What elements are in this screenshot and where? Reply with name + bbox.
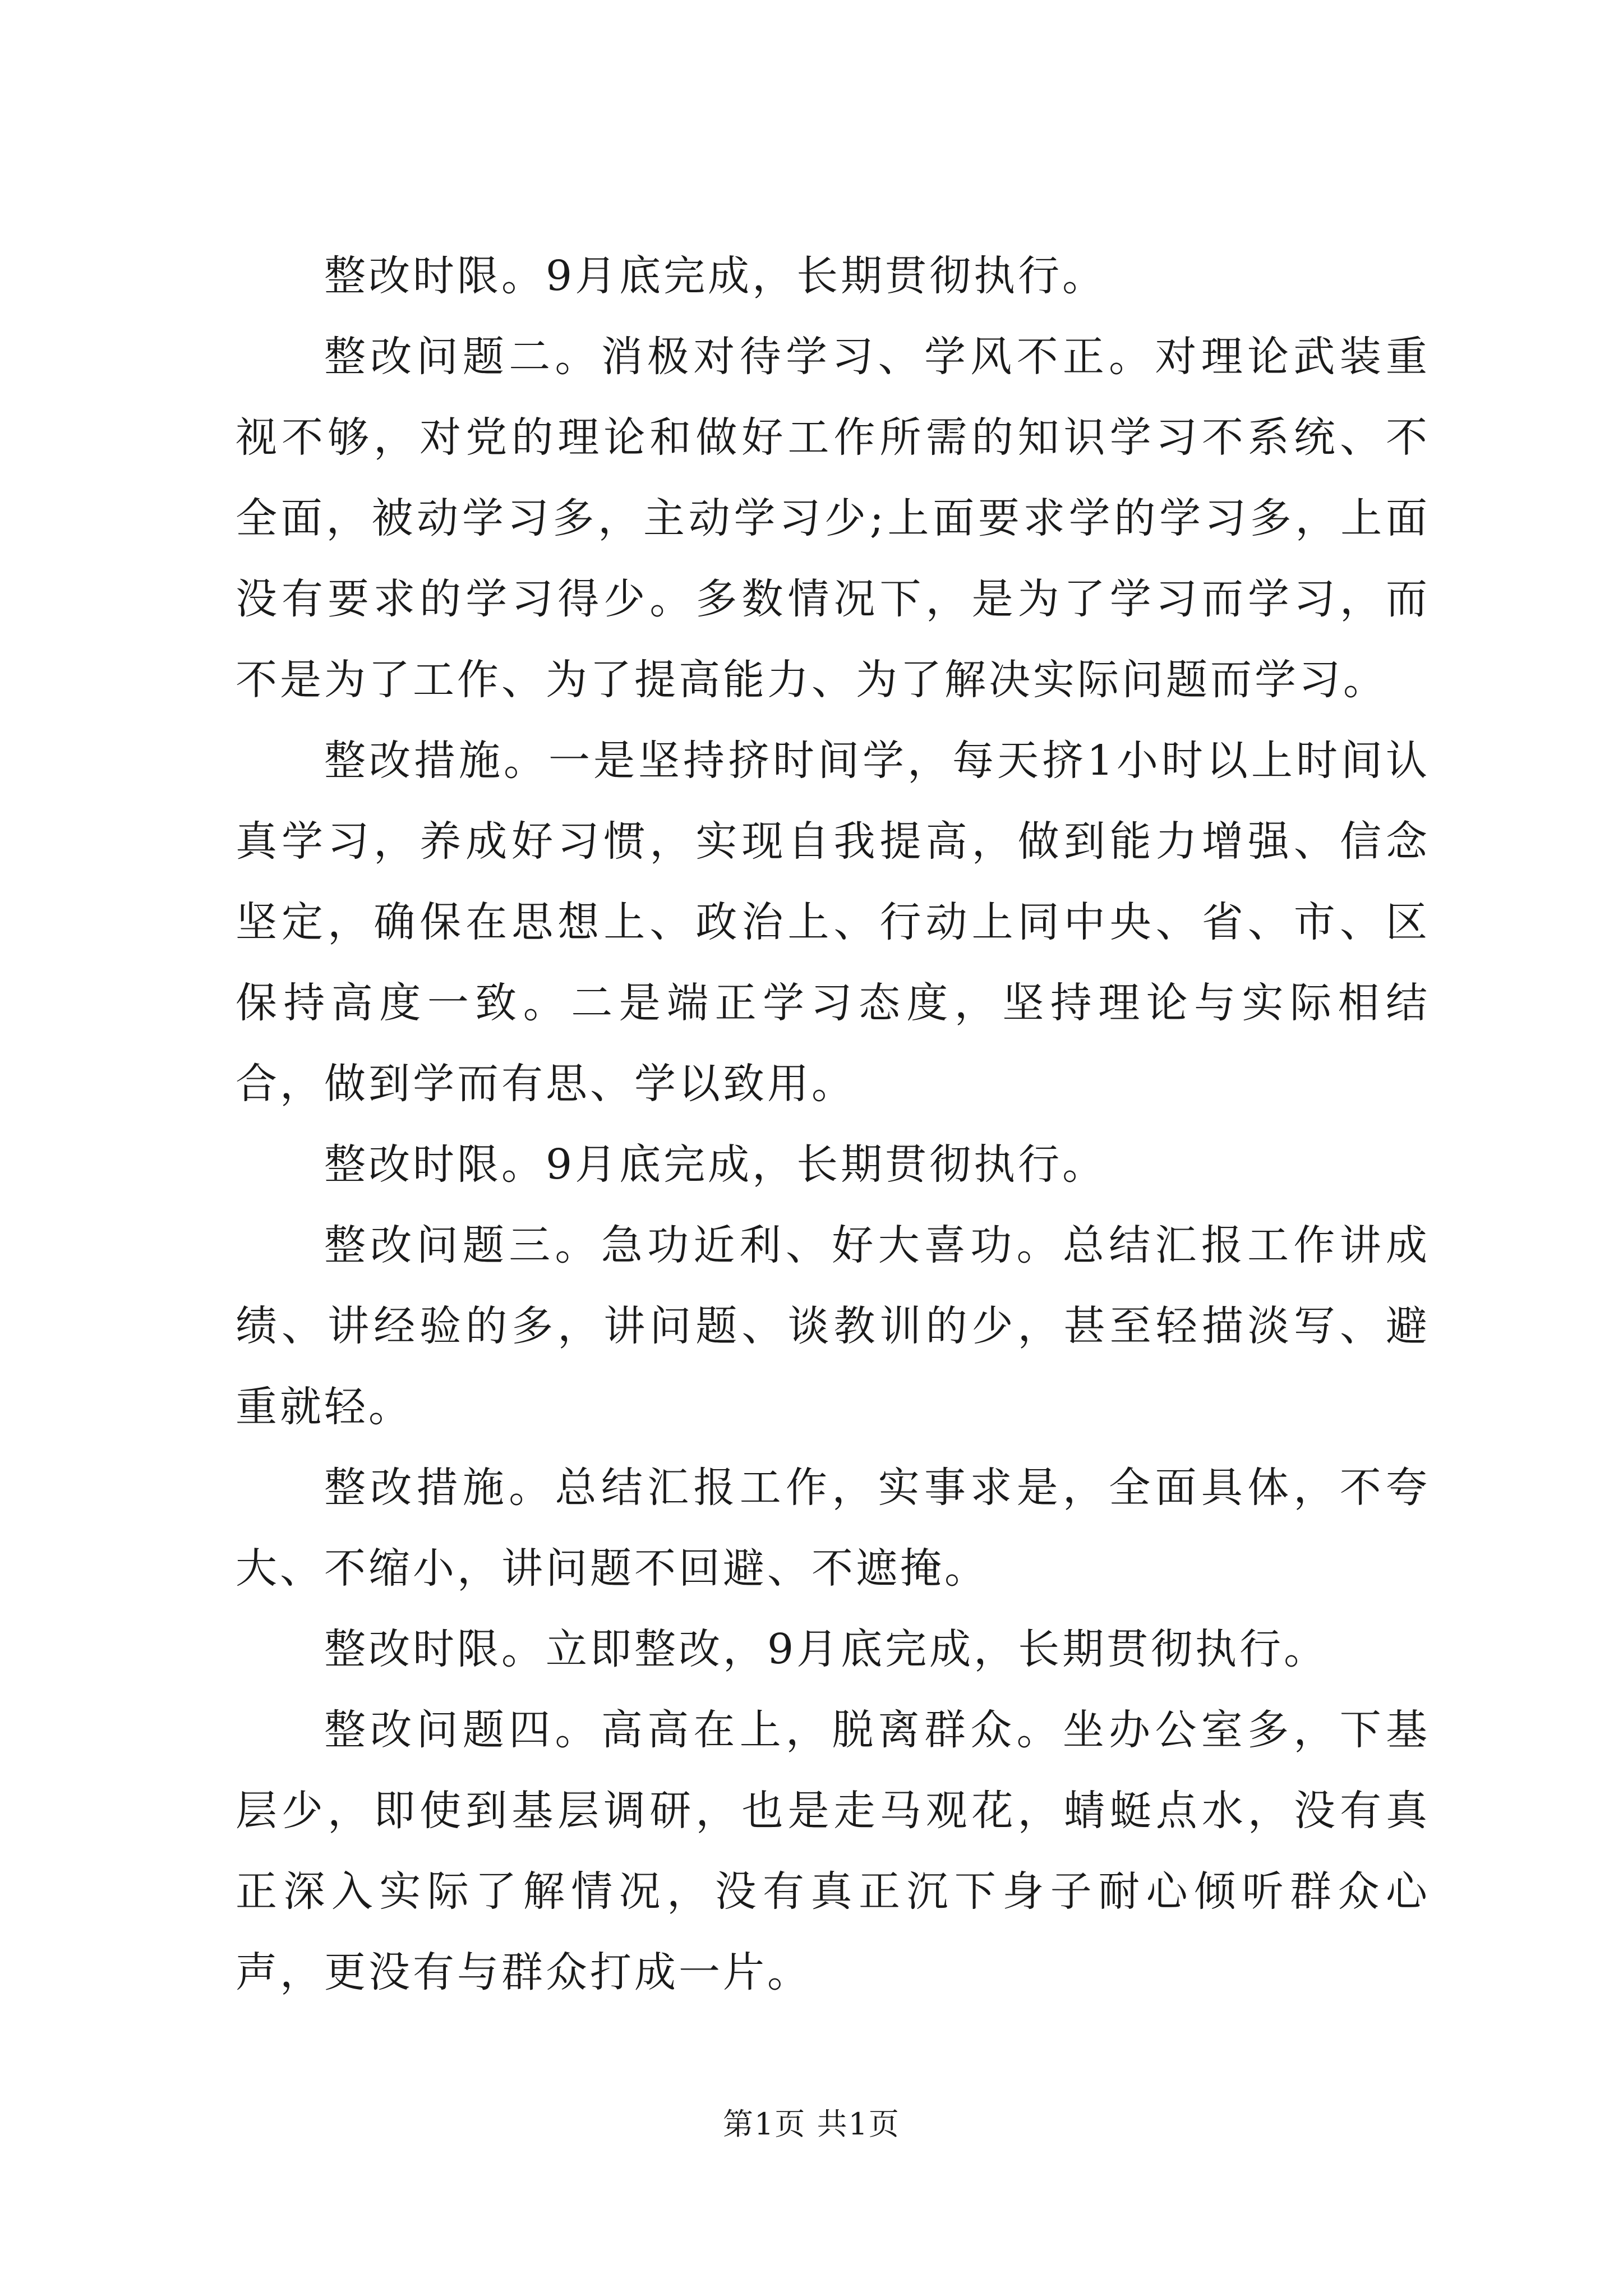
paragraph-deadline-1: 整改时限。9月底完成，长期贯彻执行。 [324,252,1107,300]
paragraph-deadline-2: 整改时限。9月底完成，长期贯彻执行。 [324,1140,1107,1189]
paragraph-measures-2: 整改措施。一是坚持挤时间学，每天挤1小时以上时间认真学习，养成好习惯，实现自我提高，做到能力增强、信念坚定，确保在思想上、政治上、行动上同中央、省、市、区保持高度一致。二是端正学习态度，坚持理论与实际相结合，做到学而有思、学以致用。 [236,737,1430,1108]
page-number-footer: 第1页 共1页 [723,2106,900,2142]
paragraph-problem-3: 整改问题三。急功近利、好大喜功。总结汇报工作讲成绩、讲经验的多，讲问题、谈教训的少，甚至轻描淡写、避重就轻。 [236,1221,1430,1431]
paragraph-deadline-3: 整改时限。立即整改，9月底完成，长期贯彻执行。 [324,1625,1329,1673]
paragraph-problem-4: 整改问题四。高高在上，脱离群众。坐办公室多，下基层少，即使到基层调研，也是走马观花，蜻蜓点水，没有真正深入实际了解情况，没有真正沉下身子耐心倾听群众心声，更没有与群众打成一片。 [236,1706,1430,1996]
document-body [236,236,1430,2013]
paragraph-measures-3: 整改措施。总结汇报工作，实事求是，全面具体，不夸大、不缩小，讲问题不回避、不遮掩。 [236,1464,1430,1593]
paragraph-problem-2: 整改问题二。消极对待学习、学风不正。对理论武装重视不够，对党的理论和做好工作所需的知识学习不系统、不全面，被动学习多，主动学习少;上面要求学的学习多，上面没有要求的学习得少。多数情况下，是为了学习而学习，而不是为了工作、为了提高能力、为了解决实际问题而学习。 [236,333,1430,704]
